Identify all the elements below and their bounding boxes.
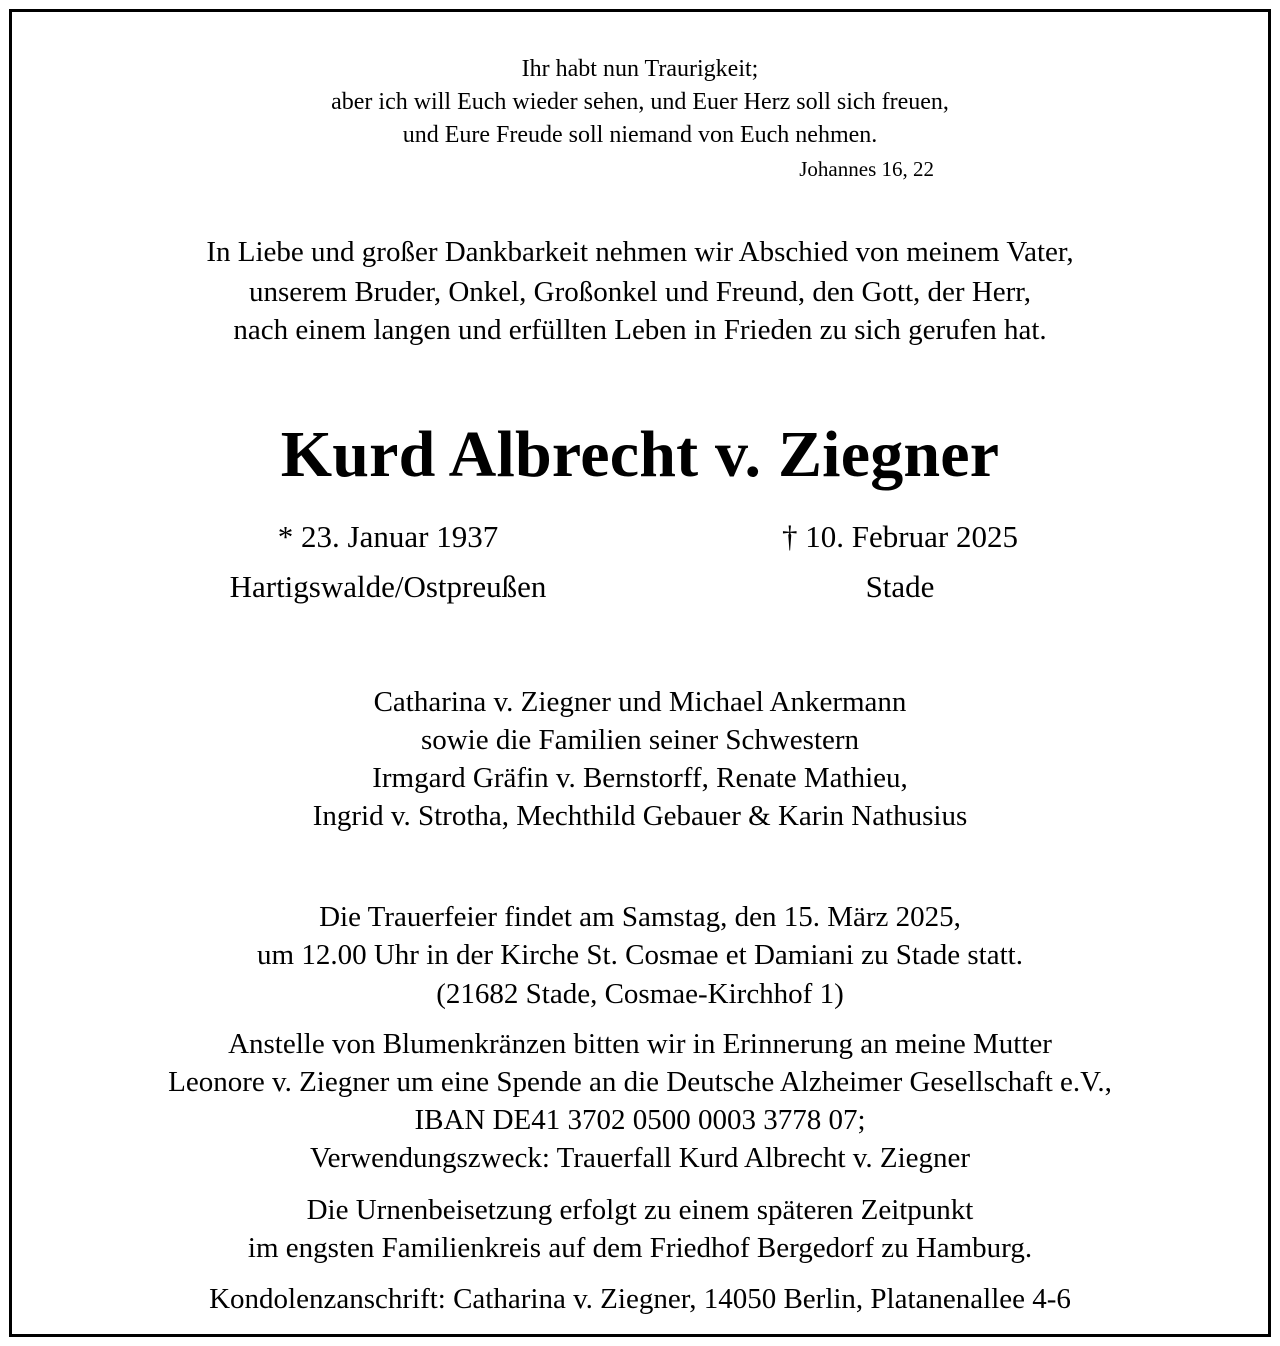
verse-line-1: Ihr habt nun Traurigkeit; [521, 56, 759, 82]
mourners-line-2: sowie die Familien seiner Schwestern [420, 724, 860, 756]
burial-line-1: Die Urnenbeisetzung erfolgt zu einem späteren Zeitpunkt [306, 1194, 974, 1226]
funeral-line-1: Die Trauerfeier findet am Samstag, den 15. März 2025, [319, 901, 961, 933]
intro-line-3: nach einem langen und erfüllten Leben in Frieden zu sich gerufen hat. [233, 314, 1047, 346]
intro-line-1: In Liebe und großer Dankbarkeit nehmen wir Abschied von meinem Vater, [206, 236, 1074, 268]
burial-line-2: im engsten Familienkreis auf dem Friedhof Bergedorf zu Hamburg. [247, 1232, 1033, 1264]
donation-line-4: Verwendungszweck: Trauerfall Kurd Albrecht v. Ziegner [309, 1142, 971, 1174]
obituary-content [12, 12, 1268, 1334]
intro-line-2: unserem Bruder, Onkel, Großonkel und Freund, den Gott, der Herr, [248, 276, 1032, 308]
funeral-line-3: (21682 Stade, Cosmae-Kirchhof 1) [436, 978, 844, 1010]
obituary-border [9, 9, 1271, 1337]
deceased-name: Kurd Albrecht v. Ziegner [280, 418, 1000, 491]
funeral-line-2: um 12.00 Uhr in der Kirche St. Cosmae et Damiani zu Stade statt. [257, 939, 1023, 971]
birth-date: * 23. Januar 1937 [277, 519, 499, 554]
verse-reference: Johannes 16, 22 [799, 157, 934, 181]
verse-line-3: und Eure Freude soll niemand von Euch nehmen. [402, 122, 878, 148]
death-place: Stade [865, 569, 935, 604]
birth-place: Hartigswalde/Ostpreußen [229, 569, 547, 604]
mourners-line-4: Ingrid v. Strotha, Mechthild Gebauer & Karin Nathusius [312, 800, 968, 832]
donation-line-1: Anstelle von Blumenkränzen bitten wir in Erinnerung an meine Mutter [228, 1028, 1052, 1060]
donation-line-3: IBAN DE41 3702 0500 0003 3778 07; [414, 1104, 866, 1136]
verse-line-2: aber ich will Euch wieder sehen, und Euer Herz soll sich freuen, [331, 89, 949, 115]
mourners-line-1: Catharina v. Ziegner und Michael Ankermann [373, 686, 907, 718]
donation-line-2: Leonore v. Ziegner um eine Spende an die Deutsche Alzheimer Gesellschaft e.V., [168, 1066, 1112, 1098]
condolence-address: Kondolenzanschrift: Catharina v. Ziegner, 14050 Berlin, Platanenallee 4-6 [209, 1283, 1071, 1315]
death-date: † 10. Februar 2025 [782, 519, 1018, 554]
mourners-line-3: Irmgard Gräfin v. Bernstorff, Renate Mathieu, [372, 762, 908, 794]
